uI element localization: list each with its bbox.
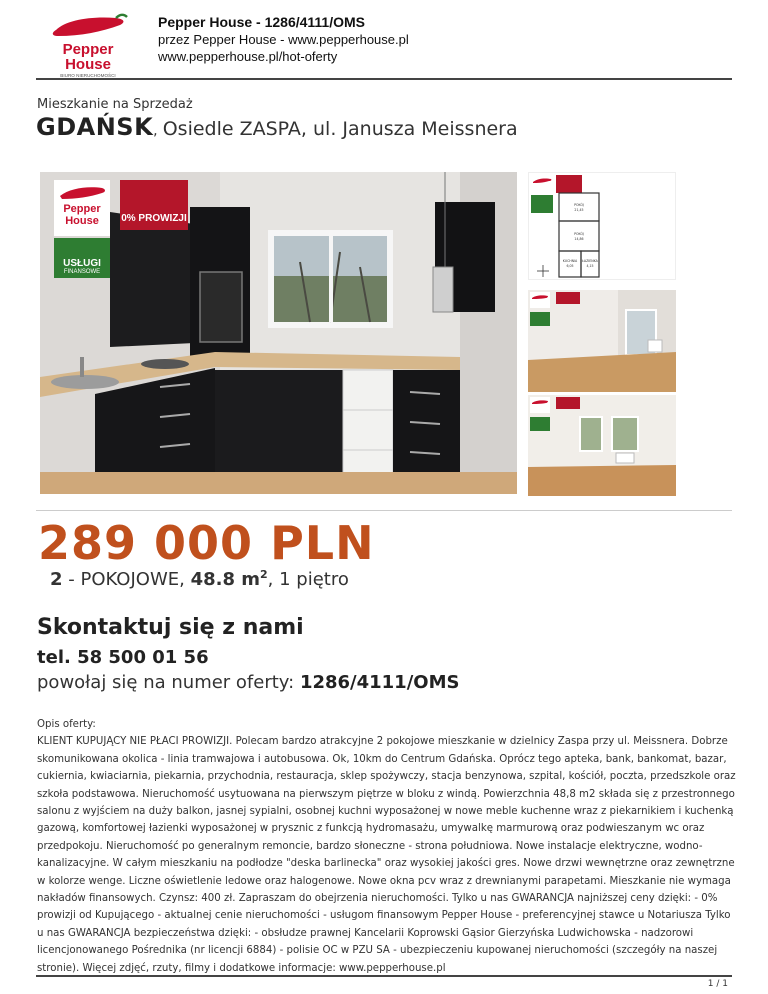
location-comma: , [153,123,158,139]
svg-text:6,05: 6,05 [566,264,574,268]
reference-label: powołaj się na numer oferty: [37,672,300,693]
chili-pepper-icon [46,12,130,78]
listing-location [36,113,518,141]
svg-text:POKÓJ: POKÓJ [574,232,584,236]
logo-text-pepper: Pepper [62,41,114,58]
contact-heading: Skontaktuj się z nami [37,615,304,640]
listing-city: GDAŃSK [36,113,154,141]
rooms-count: 2 [50,569,63,590]
svg-text:House: House [65,215,99,227]
listing-address: Osiedle ZASPA, ul. Janusza Meissnera [162,118,518,140]
header-divider [36,78,732,80]
listing-type: Mieszkanie na Sprzedaż [37,97,193,112]
offer-reference [37,672,459,693]
svg-text:21,45: 21,45 [574,208,584,212]
document-header [158,14,409,65]
svg-text:POKÓJ: POKÓJ [574,203,584,207]
header-agency-line: przez Pepper House - www.pepperhouse.pl [158,32,409,47]
listing-area: 48.8 $m^2$ [190,568,268,590]
listing-price: 289 000 PLN [38,516,375,570]
thumbnail-bedroom [528,395,676,496]
header-url-line: www.pepperhouse.pl/hot-oferty [158,49,338,64]
svg-text:KUCHNIA: KUCHNIA [562,259,578,263]
svg-text:Pepper: Pepper [63,203,101,215]
promo-badge: 0% PROWIZJI [120,180,188,230]
photo-logo-overlay [54,180,110,236]
footer-divider [36,975,732,977]
listing-specs [50,568,349,590]
financial-services-badge: USŁUGI FINANSOWE [54,238,110,278]
svg-text:14,86: 14,86 [574,237,584,241]
description-text: KLIENT KUPUJĄCY NIE PŁACI PROWIZJI. Polecam bardzo atrakcyjne 2 pokojowe mieszkanie w dzielnicy Zaspa przy ul. Meissnera. Dobrze skomunikowana okolica - linia tramwajowa i autobusowa. Ok, 10km do Centrum Gdańska. Oprócz tego apteka, bank, bankomat, bazar, cukiernia, kwiaciarnia, piekarnia, przychodnia, restauracja, sklep spożywczy, stacja benzynowa, szpital, kościół, poczta, przedszkole oraz szkoła podstawowa. Nieruchomość usytuowana na pierwszym piętrze w bloku z windą. Powierzchnia 48,8 m2 składa się z przestronnego salonu z wyjściem na duży balkon, jasnej sypialni, osobnej kuchni wyposażonej w nowe meble kuchenne wraz z piekarnikiem i kuchenką gazową, komfortowej łazienki wyposażonej w prysznic z funkcją hydromasażu, umywalkę marmurową oraz podwieszanym wc oraz przedpokoju. Nieruchomość po generalnym remoncie, bardzo słoneczne - strona południowa. Nowe instalacje elektryczne, wodno- kanalizacyjne. W całym mieszkaniu na podłodze "deska barlinecka" oraz wysokiej jakości gres. Nowe drzwi wewnętrzne oraz zewnętrzne w kolorze wenge. Liczne oświetlenie ledowe oraz halogenowe. Nowe okna pcv wraz z drewnianymi parapetami. Mieszkanie nie wymaga nakładów finansowych. Czynsz: 400 zł. Zapraszam do obejrzenia nieruchomości. Tylko u nas GWARANCJA najniższej ceny dzięki: - 0% prowizji od Kupującego - aktualnej cenie nieruchomości - usługom finansowym Pepper House - preferencyjnej stawce u Notariusza Tylko u nas GWARANCJA bezpieczeństwa dzięki: - obsłudze prawnej Kancelarii Koprowski Gąsior Gierzyńska Ludwichowska - nadzorowi licencjonowanego Pośrednika (nr licencji 6884) - polisie OC w PZU SA - ubezpieczeniu kupowanej nieruchomości (szczegóły na naszej stronie). Więcej zdjęć, rzuty, filmy i dodatkowe informacje: www.pepperhouse.pl [37,736,736,974]
rooms-label: - POKOJOWE, [62,569,191,590]
page-number: 1 / 1 [707,979,728,989]
pepper-house-logo [46,12,130,78]
description-label: Opis oferty: [37,719,96,730]
contact-phone: tel. 58 500 01 56 [37,647,209,668]
logo-subtitle: BIURO NIERUCHOMOŚCI [60,73,116,78]
reference-number: 1286/4111/OMS [299,672,460,693]
photos-divider [36,510,732,511]
offer-description [37,716,737,977]
logo-text-house: House [65,56,111,73]
header-title: Pepper House - 1286/4111/OMS [158,14,365,30]
thumbnail-floorplan [528,172,676,280]
svg-text:4,15: 4,15 [586,264,594,268]
listing-floor: , 1 piętro [267,569,349,590]
svg-text:ŁAZIENKA: ŁAZIENKA [582,259,598,263]
main-photo-kitchen [40,172,517,494]
thumbnail-living-room [528,290,676,392]
